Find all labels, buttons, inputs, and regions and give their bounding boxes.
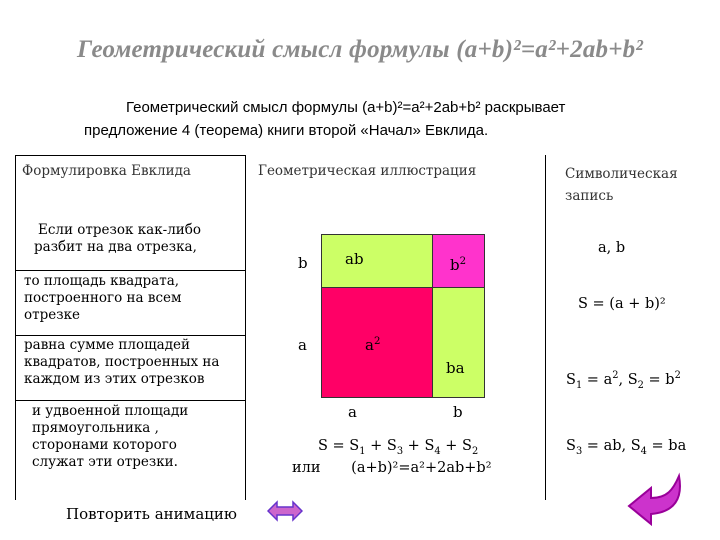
symbolic-term: , S xyxy=(618,372,638,388)
formula-sub: 4 xyxy=(434,445,441,457)
return-arrow-icon[interactable] xyxy=(623,472,689,534)
intro-text xyxy=(84,96,684,142)
formula-or: или xyxy=(292,460,321,476)
table-divider-2 xyxy=(545,155,546,500)
formula-term: + S xyxy=(365,438,397,454)
euclid-block-2 xyxy=(24,273,244,324)
page-title: Геометрический смысл формулы (a+b)²=a²+2ab+b² xyxy=(76,36,644,63)
intro-line-2: предложение 4 (теорема) книги второй «Начал» Евклида. xyxy=(84,122,489,139)
area-label-a2-exp: 2 xyxy=(373,336,381,347)
symbolic-sub: 2 xyxy=(637,379,644,391)
symbolic-term: = ba xyxy=(646,438,687,454)
symbolic-term: = a xyxy=(582,372,613,388)
formula-sub: 3 xyxy=(396,445,404,457)
symbolic-exp: 2 xyxy=(674,370,681,382)
euclid-line: разбит на два отрезка, xyxy=(34,239,197,255)
table-left-border xyxy=(15,155,16,500)
header-symbolic-line-1: Символическая xyxy=(565,166,678,182)
figure-horizontal-split xyxy=(322,287,484,288)
header-symbolic xyxy=(565,163,678,207)
table-top-border xyxy=(15,155,245,156)
intro-line-1: Геометрический смысл формулы (a+b)²=a²+2ab+b² раскрывает xyxy=(126,99,566,116)
symbolic-term: = b xyxy=(643,372,675,388)
formula-term: + S xyxy=(440,438,472,454)
euclid-line: и удвоенной площади xyxy=(32,403,189,419)
area-label-ba: ba xyxy=(446,359,465,377)
euclid-line: построенного на всем xyxy=(24,290,182,306)
symbolic-exp: 2 xyxy=(612,370,619,382)
euclid-row-divider-1 xyxy=(15,270,245,271)
euclid-line: каждом из этих отрезков xyxy=(24,371,205,387)
side-label-a: a xyxy=(298,336,307,354)
symbolic-sub: 4 xyxy=(640,445,647,457)
euclid-line: прямоугольника , xyxy=(32,420,159,436)
euclid-line: служат эти отрезки. xyxy=(32,454,178,470)
euclid-block-1 xyxy=(24,222,244,256)
symbolic-term: S xyxy=(566,372,576,388)
symbolic-term: = ab, S xyxy=(582,438,641,454)
euclid-line: то площадь квадрата, xyxy=(24,273,180,289)
formula-sub: 2 xyxy=(471,445,479,457)
symbolic-ab: a, b xyxy=(598,240,626,256)
formula-term: + S xyxy=(403,438,435,454)
formula-or-line xyxy=(292,460,492,476)
symbolic-sub: 1 xyxy=(575,379,583,391)
area-label-a2 xyxy=(365,336,380,354)
euclid-row-divider-2 xyxy=(15,335,245,336)
euclid-block-4 xyxy=(32,403,252,471)
euclid-line: сторонами которого xyxy=(32,437,177,453)
formula-term: S = S xyxy=(318,438,360,454)
euclid-block-3 xyxy=(24,337,244,388)
header-illustration: Геометрическая иллюстрация xyxy=(258,163,477,179)
double-arrow-icon[interactable] xyxy=(267,500,303,522)
area-label-a2-base: a xyxy=(365,336,374,354)
symbolic-S1-S2 xyxy=(566,370,681,391)
euclid-line: Если отрезок как-либо xyxy=(38,222,202,238)
header-symbolic-line-2: запись xyxy=(565,188,614,204)
figure-vertical-split xyxy=(432,235,433,397)
area-label-b2 xyxy=(450,256,466,274)
euclid-line: равна сумме площадей xyxy=(24,337,191,353)
area-label-ab: ab xyxy=(345,250,364,268)
symbolic-sub: 3 xyxy=(575,445,583,457)
replay-animation-link[interactable]: Повторить анимацию xyxy=(66,505,237,523)
symbolic-S3-S4 xyxy=(566,438,687,457)
area-label-b2-exp: 2 xyxy=(459,256,467,267)
bottom-label-a: a xyxy=(348,403,357,421)
symbolic-S: S = (a + b)² xyxy=(578,296,666,312)
euclid-row-divider-3 xyxy=(15,400,245,401)
bottom-label-b: b xyxy=(453,403,463,421)
side-label-b: b xyxy=(298,254,308,272)
symbolic-term: S xyxy=(566,438,576,454)
euclid-line: отрезке xyxy=(24,307,81,323)
area-label-b2-base: b xyxy=(450,256,460,274)
euclid-line: квадратов, построенных на xyxy=(24,354,220,370)
formula-sum xyxy=(318,438,479,457)
header-euclid: Формулировка Евклида xyxy=(22,163,191,179)
formula-expression: (a+b)²=a²+2ab+b² xyxy=(351,460,492,476)
formula-sub: 1 xyxy=(359,445,366,457)
